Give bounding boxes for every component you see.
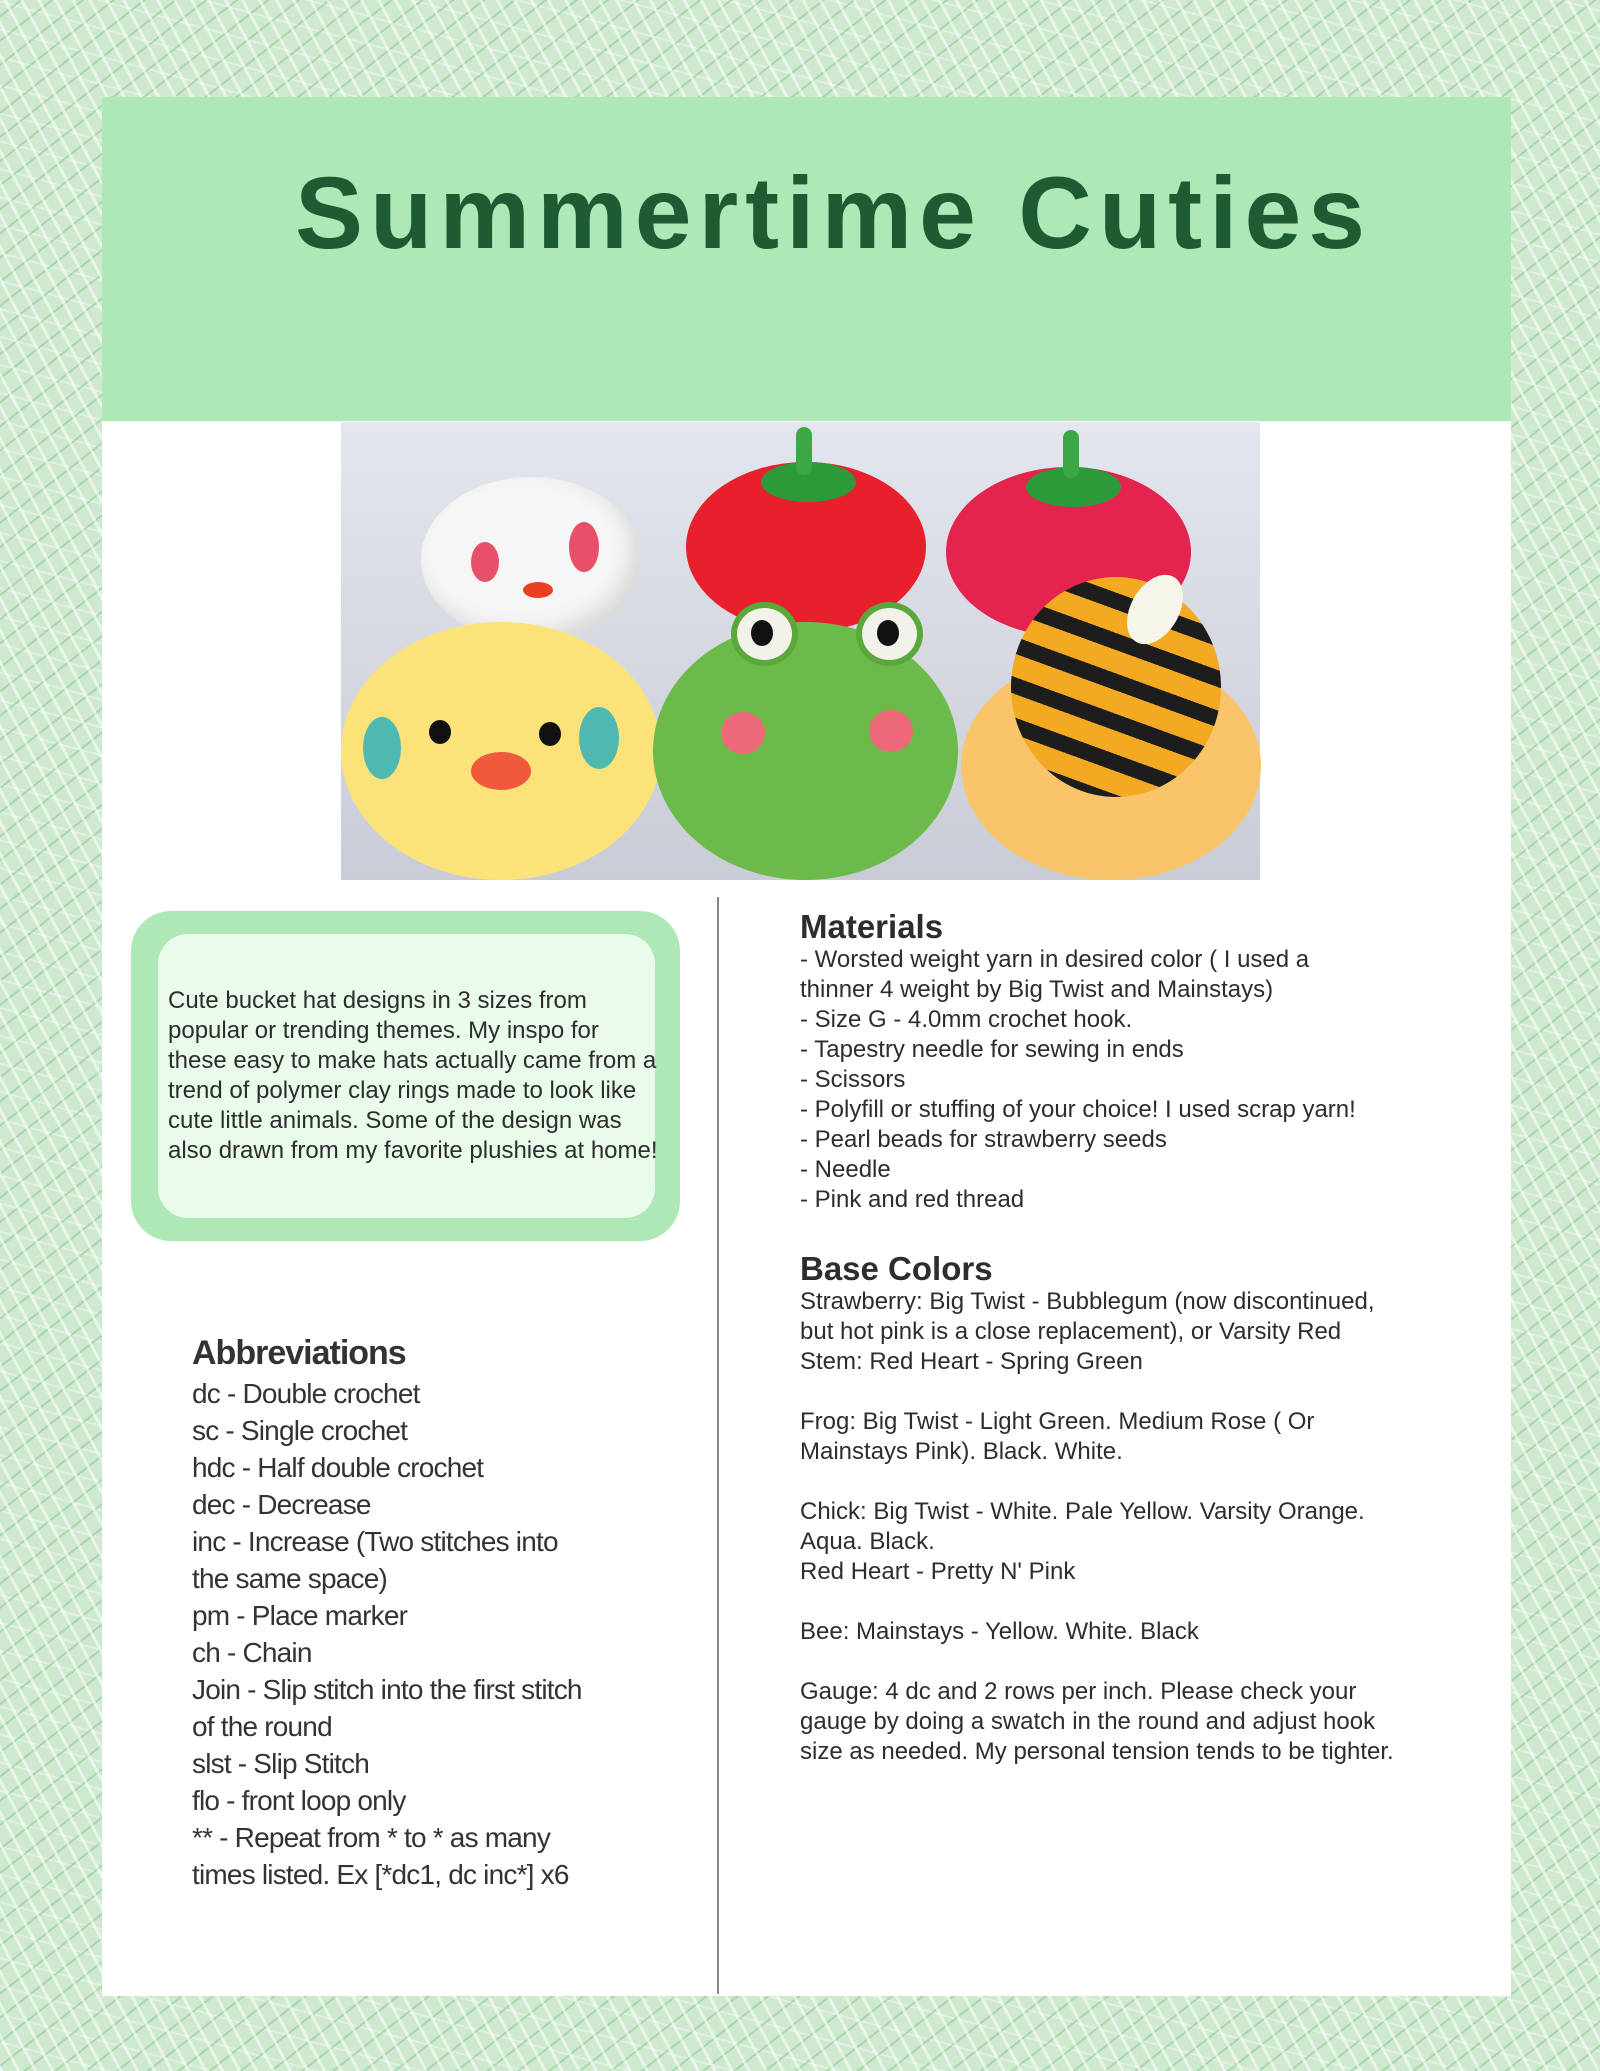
frog-colors-line: Mainstays Pink). Black. White. [800,1438,1123,1465]
chick-yellow-eye-left [429,720,451,744]
strawberry-stem-red [796,427,812,475]
bee-hat-striped [1011,577,1221,797]
abbreviation-line: ch - Chain [192,1637,312,1668]
abbreviation-line: times listed. Ex [*dc1, dc inc*] x6 [192,1859,569,1890]
materials-line: - Needle [800,1156,891,1183]
frog-pupil-right [877,620,899,646]
frog-cheek-left [721,712,765,754]
abbreviation-line: ** - Repeat from * to * as many [192,1822,551,1853]
materials-line: thinner 4 weight by Big Twist and Mainstays) [800,976,1274,1003]
chick-yellow-cheek-right [579,707,619,769]
chick-yellow-beak [471,752,531,790]
frog-cheek-right [869,710,913,752]
gauge-line: size as needed. My personal tension tends to be tighter. [800,1738,1394,1765]
abbreviation-line: of the round [192,1711,332,1742]
abbreviation-line: slst - Slip Stitch [192,1748,369,1779]
abbreviation-line: dc - Double crochet [192,1378,420,1409]
stem-colors-line: Stem: Red Heart - Spring Green [800,1348,1143,1375]
base-colors-heading: Base Colors [800,1250,993,1287]
abbreviation-line: Join - Slip stitch into the first stitch [192,1674,582,1705]
abbreviation-line: flo - front loop only [192,1785,406,1816]
materials-line: - Polyfill or stuffing of your choice! I used scrap yarn! [800,1096,1356,1123]
abbreviation-line: dec - Decrease [192,1489,371,1520]
intro-box [131,911,680,1241]
chick-cheek-right [569,522,599,572]
strawberry-colors-line: but hot pink is a close replacement), or Varsity Red [800,1318,1342,1345]
abbreviation-line: sc - Single crochet [192,1415,408,1446]
chick-colors-line: Red Heart - Pretty N' Pink [800,1558,1076,1585]
abbreviation-line: hdc - Half double crochet [192,1452,484,1483]
strawberry-colors-line: Strawberry: Big Twist - Bubblegum (now discontinued, [800,1288,1375,1315]
title-banner [102,97,1511,421]
materials-line: - Scissors [800,1066,906,1093]
abbreviation-line: pm - Place marker [192,1600,408,1631]
page-title: Summertime Cuties [295,156,1372,270]
chick-yellow-eye-right [539,722,561,746]
chick-yellow-cheek-left [363,717,401,779]
gauge-line: Gauge: 4 dc and 2 rows per inch. Please check your [800,1678,1357,1705]
chick-colors-line: Chick: Big Twist - White. Pale Yellow. Varsity Orange. [800,1498,1365,1525]
intro-text: Cute bucket hat designs in 3 sizes from popular or trending themes. My inspo for these easy to make hats actually came from a trend of polymer clay rings made to look like cute little animals. Some of the design was also drawn from my favorite plushies at home! [168,987,658,1164]
chick-cheek-left [471,542,499,582]
chick-beak [523,582,553,598]
materials-line: - Worsted weight yarn in desired color ( I used a [800,946,1310,973]
abbreviation-line: the same space) [192,1563,387,1594]
materials-line: - Pink and red thread [800,1186,1025,1213]
frog-colors-line: Frog: Big Twist - Light Green. Medium Rose ( Or [800,1408,1315,1435]
frog-pupil-left [751,620,773,646]
base-colors-section [800,1251,1460,1767]
pattern-page [102,97,1511,1996]
intro-box-inner [158,934,658,1218]
frog-hat-green [653,622,958,880]
chick-colors-line: Aqua. Black. [800,1528,935,1555]
bee-colors-line: Bee: Mainstays - Yellow. White. Black [800,1618,1199,1645]
column-divider [717,897,719,1994]
abbreviations-heading: Abbreviations [192,1334,406,1372]
chick-hat-white [421,477,641,642]
strawberry-stem-pink [1063,430,1079,478]
hats-photo [341,422,1260,880]
abbreviation-line: inc - Increase (Two stitches into [192,1526,558,1557]
gauge-line: gauge by doing a swatch in the round and adjust hook [800,1708,1376,1735]
materials-line: - Pearl beads for strawberry seeds [800,1126,1167,1153]
materials-heading: Materials [800,908,944,945]
materials-line: - Size G - 4.0mm crochet hook. [800,1006,1133,1033]
abbreviations-section [192,1333,652,1893]
materials-section [800,909,1460,1215]
materials-line: - Tapestry needle for sewing in ends [800,1036,1184,1063]
